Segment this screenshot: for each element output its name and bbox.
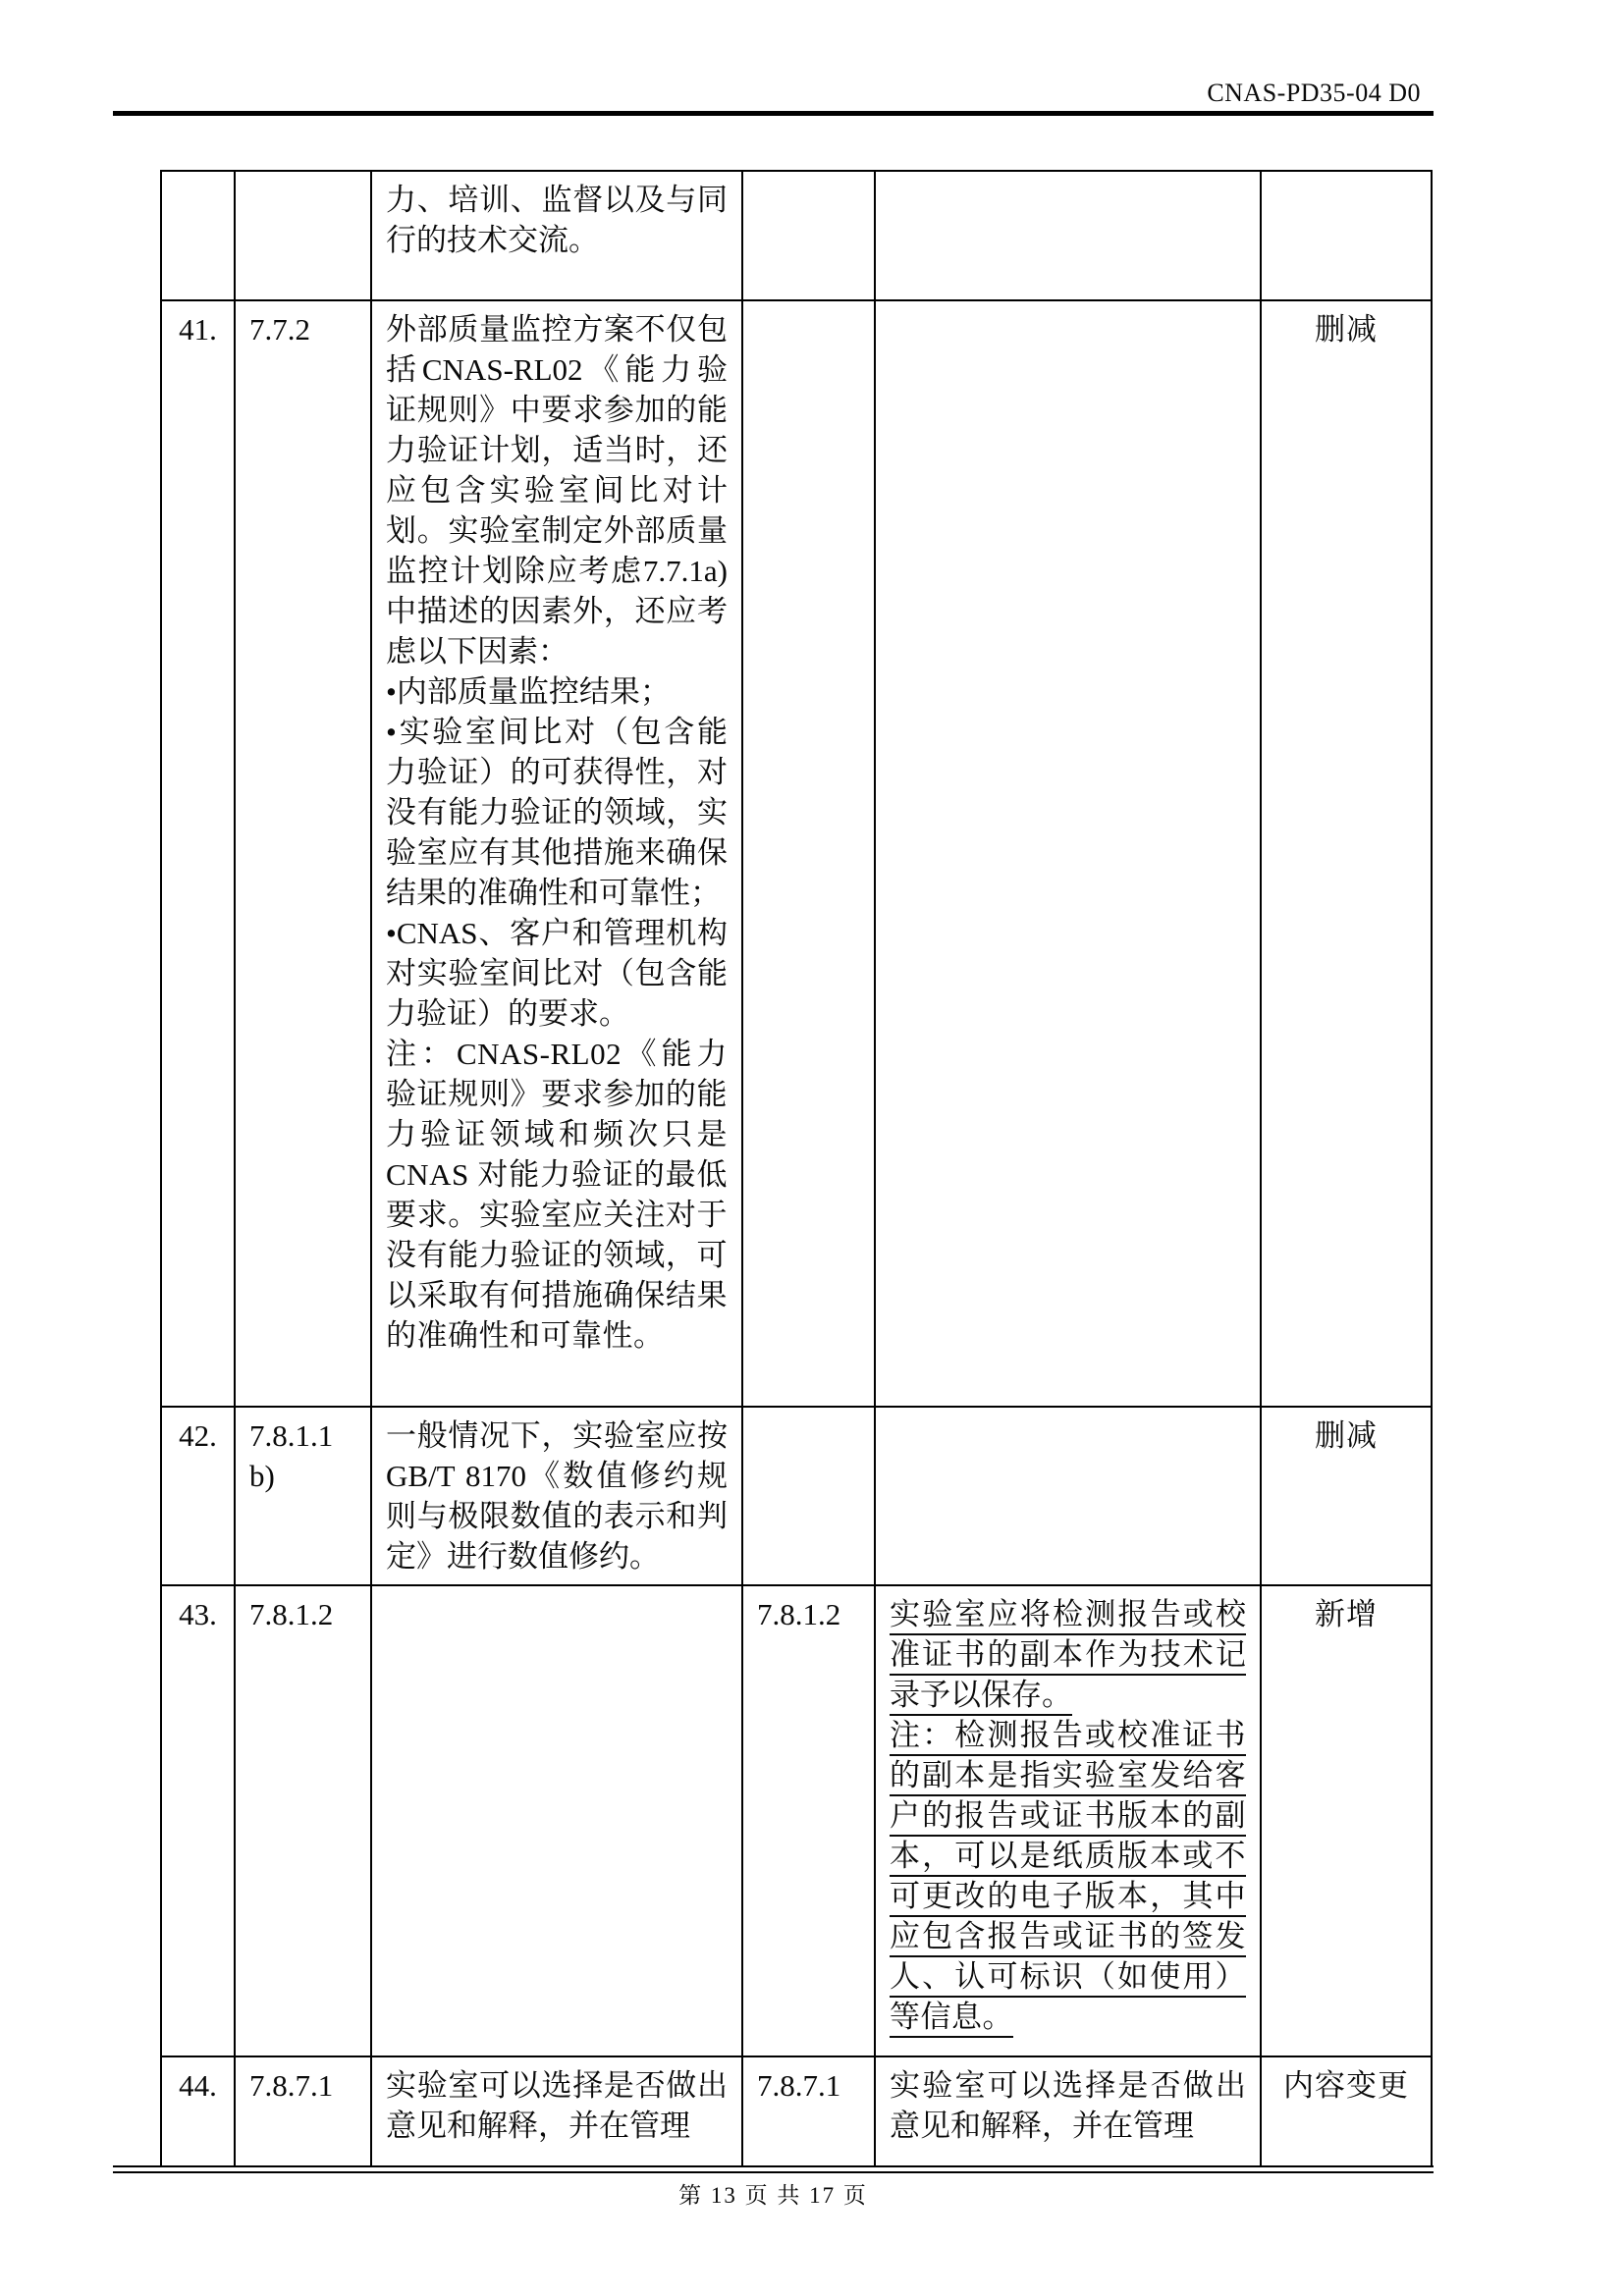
old-clause-cell: 7.8.7.1 [235,2056,371,2166]
old-text-cell [371,1585,742,2056]
old-text-cell [371,300,742,1407]
old-text-bullet: •内部质量监控结果； [386,674,671,709]
new-text-cell [875,1407,1261,1585]
page-number: 第 13 页 共 17 页 [678,2183,868,2208]
new-text-cell [875,300,1261,1407]
old-text-cell [371,171,742,300]
new-clause-cell: 7.8.1.2 [742,1585,875,2056]
new-text-cell [875,2056,1261,2166]
footer-rule [113,2165,1434,2173]
row-number-cell: 44. [161,2056,235,2166]
table-row-42 [161,1407,1432,1585]
change-type-cell: 内容变更 [1261,2056,1432,2166]
new-text-cell [875,1585,1261,2056]
old-clause-cell: 7.7.2 [235,300,371,1407]
old-text-cell [371,1407,742,1585]
row-number-cell [161,171,235,300]
old-text-main: 外部质量监控方案不仅包括CNAS-RL02《能力验证规则》中要求参加的能力验证计划，适当时，还应包含实验室间比对计划。实验室制定外部质量监控计划除应考虑7.7.1a)中描述的因素外，还应考虑以下因素： [386,312,728,668]
new-text-cell [875,171,1261,300]
row-number-cell: 43. [161,1585,235,2056]
new-text-main: 实验室应将检测报告或校准证书的副本作为技术记录予以保存。 [890,1597,1246,1712]
old-text: 实验室可以选择是否做出意见和解释，并在管理 [386,2068,728,2143]
header-rule [113,111,1434,116]
change-type-cell: 删减 [1261,300,1432,1407]
change-comparison-table [160,170,1433,2167]
new-clause-cell: 7.8.7.1 [742,2056,875,2166]
change-type-cell [1261,171,1432,300]
old-text-bullet: •CNAS、客户和管理机构对实验室间比对（包含能力验证）的要求。 [386,916,728,1031]
old-text-cell [371,2056,742,2166]
old-clause-cell: 7.8.1.2 [235,1585,371,2056]
new-clause-cell [742,171,875,300]
old-text: 一般情况下，实验室应按GB/T 8170《数值修约规则与极限数值的表示和判定》进行数值修约。 [386,1418,728,1574]
old-clause-cell: 7.8.1.1 b) [235,1407,371,1585]
row-number-cell: 41. [161,300,235,1407]
new-text-note: 注：检测报告或校准证书的副本是指实验室发给客户的报告或证书版本的副本，可以是纸质版本或不可更改的电子版本，其中应包含报告或证书的签发人、认可标识（如使用）等信息。 [890,1718,1246,2034]
old-text-note: 注：CNAS-RL02《能力验证规则》要求参加的能力验证领域和频次只是CNAS 对能力验证的最低要求。实验室应关注对于没有能力验证的领域，可以采取有何措施确保结果的准确性和可靠性。 [386,1037,728,1353]
change-type-cell: 新增 [1261,1585,1432,2056]
new-clause-cell [742,1407,875,1585]
old-clause-cell [235,171,371,300]
table-row-44 [161,2056,1432,2166]
row-number-cell: 42. [161,1407,235,1585]
table-row-41 [161,300,1432,1407]
change-type-cell: 删减 [1261,1407,1432,1585]
old-text: 力、培训、监督以及与同行的技术交流。 [386,183,728,257]
new-text: 实验室可以选择是否做出意见和解释，并在管理 [890,2068,1246,2143]
old-text-bullet: •实验室间比对（包含能力验证）的可获得性，对没有能力验证的领域，实验室应有其他措施来确保结果的准确性和可靠性； [386,715,728,910]
table-row-continuation [161,171,1432,300]
doc-code: CNAS-PD35-04 D0 [1207,79,1421,107]
table-row-43 [161,1585,1432,2056]
new-clause-cell [742,300,875,1407]
